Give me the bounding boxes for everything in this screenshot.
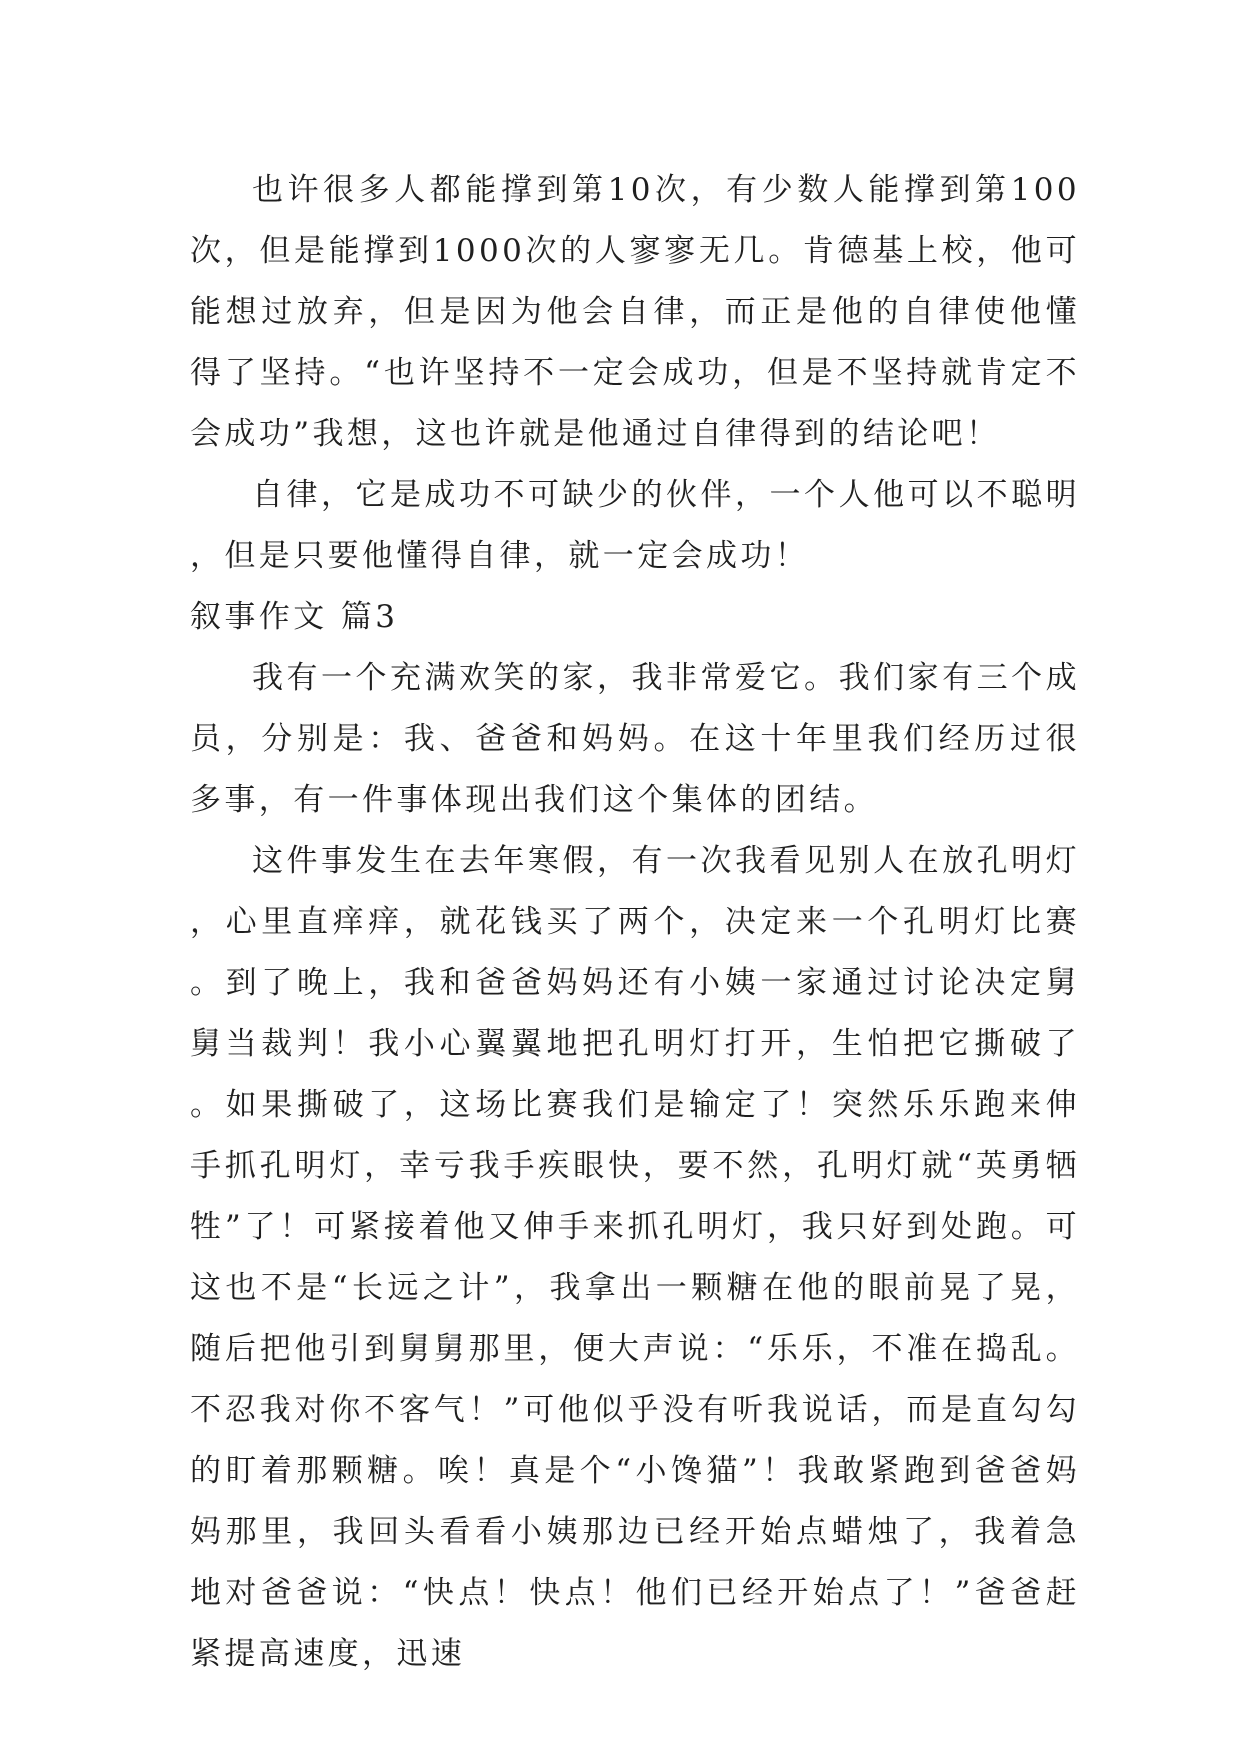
section-heading: 叙事作文 篇3 [190, 599, 399, 635]
paragraph-lantern-story: 这件事发生在去年寒假，有一次我看见别人在放孔明灯，心里直痒痒，就花钱买了两个，决定来一个孔明灯比赛。到了晚上，我和爸爸妈妈还有小姨一家通过讨论决定舅舅当裁判！我小心翼翼地把孔明灯打开，生怕把它撕破了。如果撕破了，这场比赛我们是输定了！突然乐乐跑来伸手抓孔明灯，幸亏我手疾眼快，要不然，孔明灯就“英勇牺牲”了！可紧接着他又伸手来抓孔明灯，我只好到处跑。可这也不是“长远之计”，我拿出一颗糖在他的眼前晃了晃，随后把他引到舅舅那里，便大声说：“乐乐，不准在捣乱。不忍我对你不客气！”可他似乎没有听我说话，而是直勾勾的盯着那颗糖。唉！真是个“小馋猫”！我敢紧跑到爸爸妈妈那里，我回头看看小姨那边已经开始点蜡烛了，我着急地对爸爸说：“快点！快点！他们已经开始点了！”爸爸赶紧提高速度，迅速 [190, 843, 1080, 1672]
paragraph-persistence: 也许很多人都能撑到第10次，有少数人能撑到第100次，但是能撑到1000次的人寥寥无几。肯德基上校，他可能想过放弃，但是因为他会自律，而正是他的自律使他懂得了坚持。“也许坚持不一定会成功，但是不坚持就肯定不会成功”我想，这也许就是他通过自律得到的结论吧！ [190, 172, 1080, 452]
document-body [190, 160, 1080, 1685]
paragraph-family-intro: 我有一个充满欢笑的家，我非常爱它。我们家有三个成员，分别是：我、爸爸和妈妈。在这十年里我们经历过很多事，有一件事体现出我们这个集体的团结。 [190, 660, 1080, 818]
paragraph-self-discipline: 自律，它是成功不可缺少的伙伴，一个人他可以不聪明，但是只要他懂得自律，就一定会成功！ [190, 477, 1080, 574]
